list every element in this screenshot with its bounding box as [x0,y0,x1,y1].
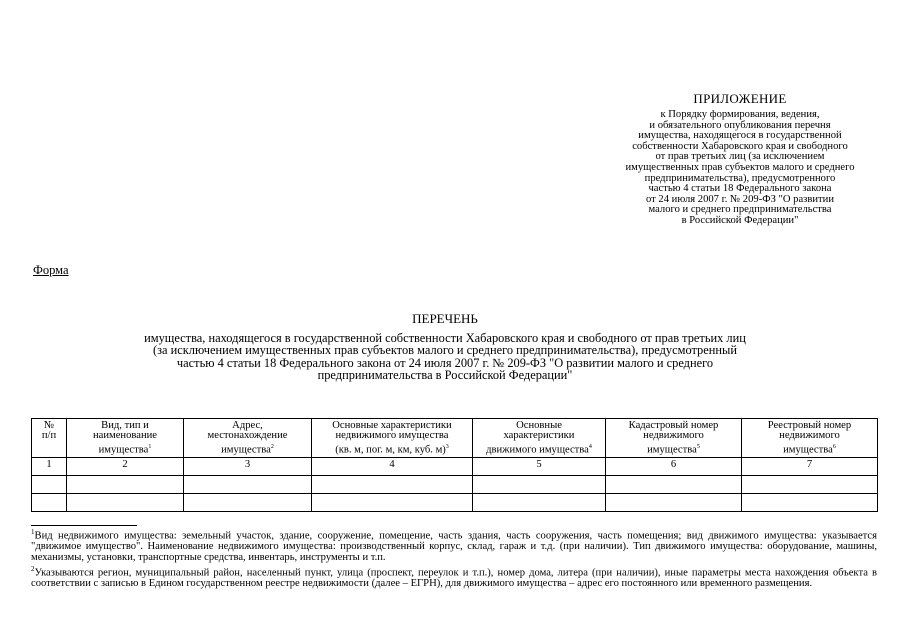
document-subtitle-line: (за исключением имущественных прав субъектов малого и среднего предпринимательства), предусмотренный [153,343,737,358]
table-cell [184,475,312,493]
table-cell [32,475,67,493]
table-cell [32,493,67,511]
appendix-line: имущественных прав субъектов малого и среднего [625,161,855,173]
column-header-text: характеристики [503,430,575,442]
column-number-cell: 7 [742,457,878,475]
table-cell [312,493,473,511]
document-subtitle-line: предпринимательства в Российской Федерации" [317,368,573,383]
column-header [184,419,312,458]
appendix-line: от 24 июля 2007 г. № 209-ФЗ "О развитии [645,193,835,205]
column-header-text: имущества [221,444,271,456]
appendix-line: и обязательного опубликования перечня [649,119,831,131]
column-number-cell: 4 [312,457,473,475]
footnote-ref: 5 [696,443,700,450]
column-header-text: движимого имущества [486,444,589,456]
column-header-text: Основные характеристики [332,420,452,431]
table-cell [473,475,606,493]
column-header-text: № [43,420,55,431]
column-header-text: имущества [783,444,833,456]
column-header-text: Кадастровый номер [628,420,719,431]
table-cell [606,475,742,493]
appendix-line: предпринимательства), предусмотренного [644,172,836,184]
table-header-row [32,419,878,458]
appendix-line: в Российской Федерации" [681,214,799,226]
column-number-row [32,457,878,475]
column-header [606,419,742,458]
footnote-mark: 2 [31,565,35,573]
column-header-text: п/п [41,430,57,442]
footnote [31,527,877,564]
appendix-line: малого и среднего предпринимательства [648,204,832,216]
column-header-text: Реестровый номер [767,420,852,431]
footnote-ref: 4 [588,443,592,450]
column-header-text: недвижимого [779,430,840,442]
appendix-line: имущества, находящегося в государственной [638,130,842,142]
column-number-cell: 6 [606,457,742,475]
table-cell [312,475,473,493]
column-header [473,419,606,458]
table-cell [742,475,878,493]
column-header-text: (кв. м, пог. м, км, куб. м) [335,444,446,456]
column-number-cell: 1 [32,457,67,475]
footnote-text: Вид недвижимого имущества: земельный участок, здание, сооружение, помещение, часть здания, часть сооружения, часть помещения; вид движимого имущества: указывается "движимое имущество". Наименование недвижимого имущества: производственный корпус, склад, гараж и т.д. (при наличии). Тип движимого имущества: оборудование, машины, механизмы, установки, транспортные средства, инвентарь, инструменты и т.п. [31,530,877,564]
document-title: ПЕРЕЧЕНЬ [412,311,478,326]
appendix-line: частью 4 статьи 18 Федерального закона [648,183,832,195]
document-title-block [60,311,830,382]
footnote-mark: 1 [31,528,35,536]
footnote-ref: 6 [832,443,836,450]
table-row [32,493,878,511]
appendix-block [600,91,880,227]
footnote-divider [31,525,137,526]
table-row [32,475,878,493]
appendix-line: от прав третьих лиц (за исключением [655,151,825,163]
column-header-text: Основные [516,420,562,431]
table-cell [742,493,878,511]
column-header-text: Вид, тип и [101,420,149,431]
appendix-line: к Порядку формирования, ведения, [660,109,820,120]
column-header-text: местонахождение [207,430,288,442]
document-subtitle-line: имущества, находящегося в государственной собственности Хабаровского края и свободного от прав третьих лиц [144,331,746,345]
footnote-text: Указываются регион, муниципальный район, населенный пункт, улица (проспект, переулок и т.п.), номер дома, литера (при наличии), иные параметры места нахождения объекта в соответствии с записью в Едином государственном реестре недвижимости (далее – ЕГРН), для движимого имущества – адрес его постоянного или временного размещения. [31,567,877,590]
column-number-cell: 3 [184,457,312,475]
table-cell [184,493,312,511]
column-header [32,419,67,458]
table-cell [473,493,606,511]
column-number-cell: 5 [473,457,606,475]
column-header-text: недвижимого имущества [335,430,449,442]
footnote-ref: 2 [270,443,274,450]
footnote [31,564,877,590]
column-header [67,419,184,458]
table-cell [67,493,184,511]
document-subtitle-line: частью 4 статьи 18 Федерального закона от 24 июля 2007 г. № 209-ФЗ "О развитии малого и среднего [176,355,714,370]
column-header-text: наименование [92,430,158,442]
table-body [32,457,878,511]
table-cell [67,475,184,493]
footnote-ref: 3 [445,443,449,450]
column-header-text: Адрес, [232,420,263,431]
footnote-ref: 1 [148,443,152,450]
appendix-heading: ПРИЛОЖЕНИЕ [693,91,787,106]
column-number-cell: 2 [67,457,184,475]
column-header [742,419,878,458]
column-header-text: имущества [98,444,149,456]
table-cell [606,493,742,511]
column-header-text: недвижимого [643,430,704,442]
appendix-lines [600,110,880,227]
appendix-line: собственности Хабаровского края и свободного [632,140,848,152]
column-header [312,419,473,458]
form-label: Форма [33,263,69,277]
column-header-text: имущества [647,444,697,456]
property-register-table [31,418,878,512]
